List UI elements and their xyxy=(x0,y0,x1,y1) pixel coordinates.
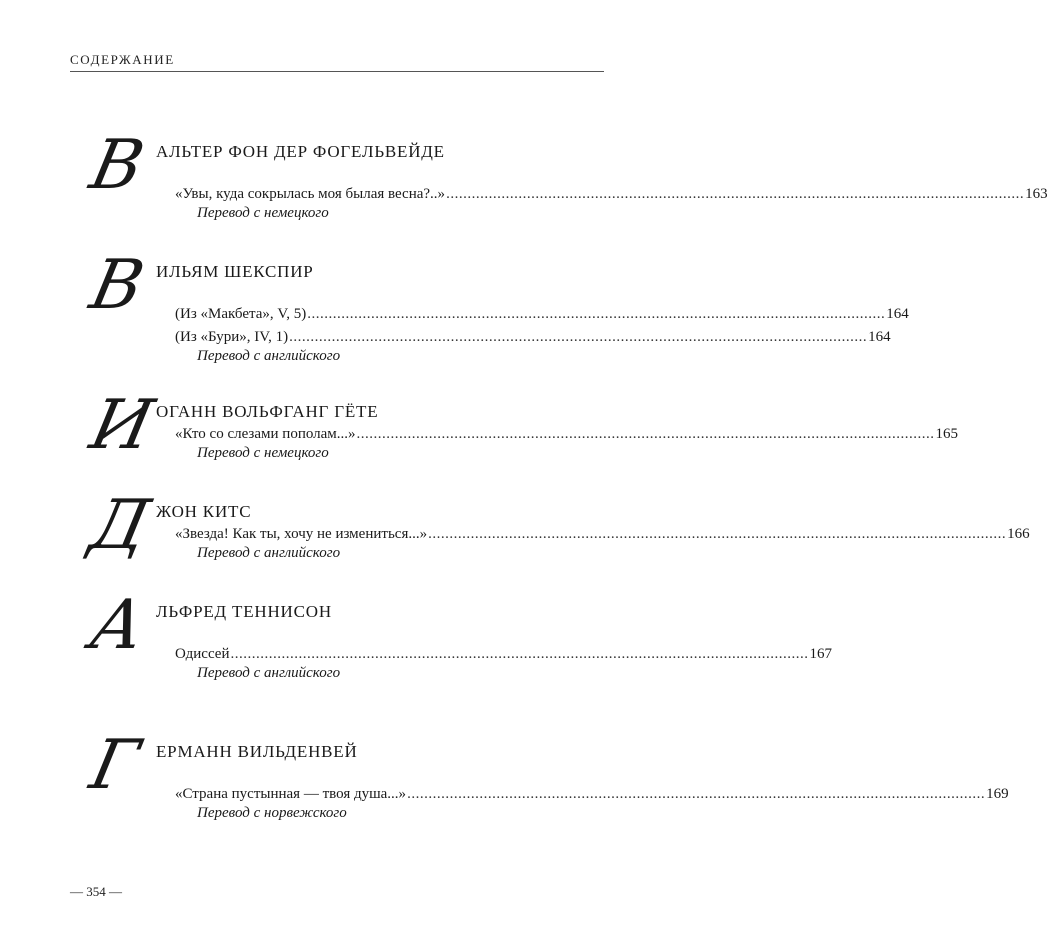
author-name: АЛЬТЕР ФОН ДЕР ФОГЕЛЬВЕЙДЕ xyxy=(156,142,445,161)
translation-note: Перевод с английского xyxy=(197,545,341,561)
toc-entry[interactable] xyxy=(175,327,891,347)
toc-entry[interactable] xyxy=(175,644,832,664)
page-number: 164 xyxy=(868,329,891,345)
leader-dots: ........................................................................................................................................ xyxy=(356,426,935,442)
toc-entry[interactable] xyxy=(175,184,1048,204)
page-folio: — 354 — xyxy=(70,884,122,899)
toc-entry[interactable] xyxy=(175,784,1009,804)
drop-cap-initial: Г xyxy=(83,726,146,805)
leader-dots: ........................................................................................................................................ xyxy=(407,786,986,802)
entry-title: «Кто со слезами пополам...» xyxy=(175,426,356,442)
page-number: 167 xyxy=(809,646,832,662)
drop-cap-initial: Д xyxy=(83,486,156,565)
page-number: 165 xyxy=(935,426,959,442)
drop-cap-initial: В xyxy=(83,126,151,205)
leader-dots: ........................................................................................................................................ xyxy=(307,306,886,322)
author-name: ИЛЬЯМ ШЕКСПИР xyxy=(156,262,314,281)
entry-title: Одиссей xyxy=(175,646,230,662)
entry-title: «Увы, куда сокрылась моя былая весна?..» xyxy=(175,186,446,202)
header-rule xyxy=(70,71,604,72)
running-head: СОДЕРЖАНИЕ xyxy=(70,52,175,67)
entry-title: «Страна пустынная — твоя душа...» xyxy=(175,786,407,802)
leader-dots: ........................................................................................................................................ xyxy=(428,526,1007,542)
leader-dots: ........................................................................................................................................ xyxy=(289,329,868,345)
leader-dots: ........................................................................................................................................ xyxy=(446,186,1025,202)
translation-note: Перевод с английского xyxy=(197,348,341,364)
page-number: 164 xyxy=(886,306,909,322)
leader-dots: ........................................................................................................................................ xyxy=(230,646,809,662)
toc-entry[interactable] xyxy=(175,304,909,324)
translation-note: Перевод с норвежского xyxy=(197,805,347,821)
translation-note: Перевод с немецкого xyxy=(197,205,329,221)
translation-note: Перевод с английского xyxy=(197,665,341,681)
drop-cap-initial: А xyxy=(83,586,153,665)
toc-entry[interactable] xyxy=(175,524,1030,544)
author-name: ЛЬФРЕД ТЕННИСОН xyxy=(156,602,332,621)
entry-title: (Из «Бури», IV, 1) xyxy=(175,329,289,345)
author-name: ОГАНН ВОЛЬФГАНГ ГЁТЕ xyxy=(156,402,379,421)
author-name: ЖОН КИТС xyxy=(156,502,252,521)
toc-entry[interactable] xyxy=(175,424,959,444)
drop-cap-initial: И xyxy=(83,386,160,465)
author-name: ЕРМАНН ВИЛЬДЕНВЕЙ xyxy=(156,742,358,761)
drop-cap-initial: В xyxy=(83,246,151,325)
entry-title: «Звезда! Как ты, хочу не измениться...» xyxy=(175,526,428,542)
entry-title: (Из «Макбета», V, 5) xyxy=(175,306,307,322)
page-number: 166 xyxy=(1007,526,1030,542)
translation-note: Перевод с немецкого xyxy=(197,445,329,461)
page-number: 163 xyxy=(1025,186,1048,202)
page-number: 169 xyxy=(986,786,1009,802)
